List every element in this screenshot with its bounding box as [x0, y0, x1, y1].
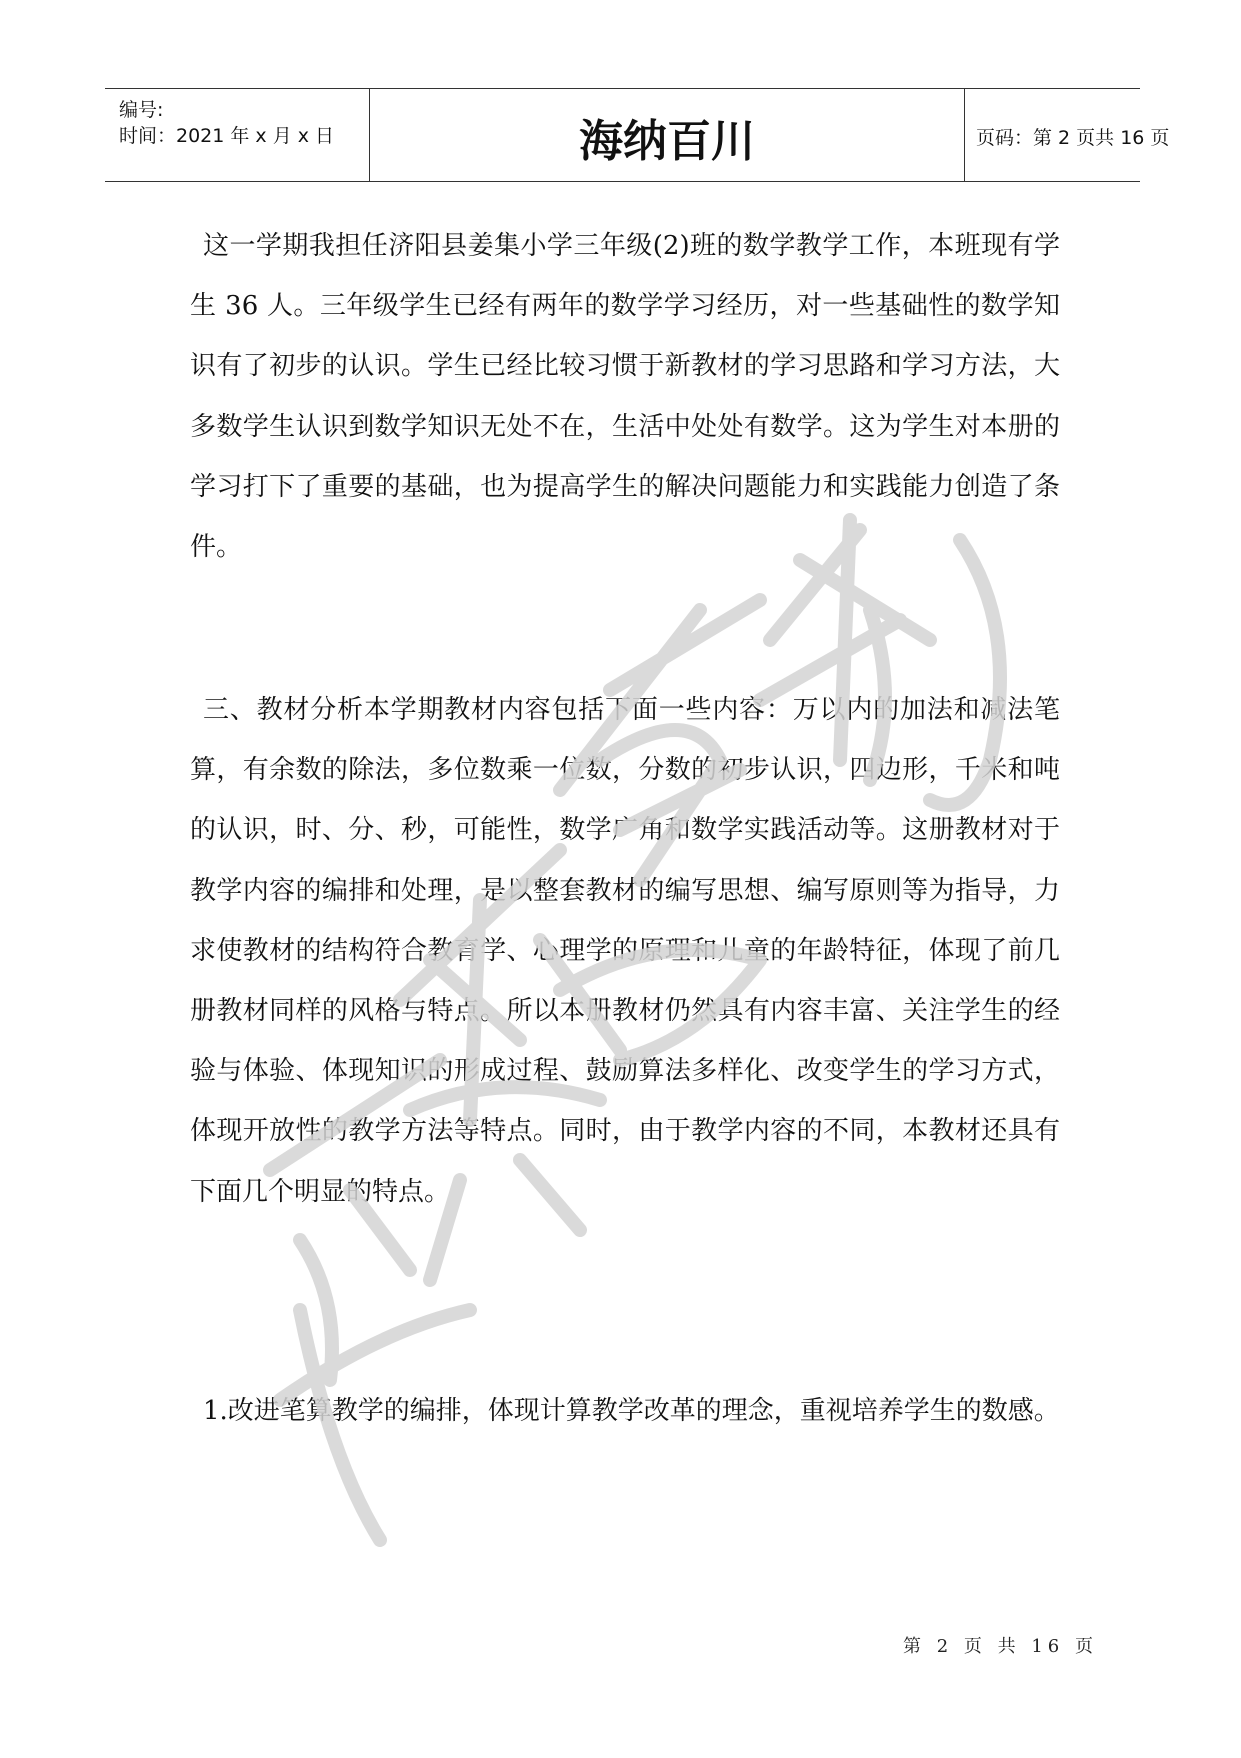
- page-footer: 第 2 页 共 16 页: [903, 1636, 1098, 1657]
- paragraph-textbook-analysis: 三、教材分析本学期教材内容包括下面一些内容：万以内的加法和减法笔算，有余数的除法，多位数乘一位数，分数的初步认识，四边形，千米和吨的认识，时、分、秒，可能性，数学广角和数学实践活动等。这册教材对于教学内容的编排和处理，是以整套教材的编写思想、编写原则等为指导，力求使教材的结构符合教育学、心理学的原理和儿童的年龄特征，体现了前几册教材同样的风格与特点。所以本册教材仍然具有内容丰富、关注学生的经验与体验、体现知识的形成过程、鼓励算法多样化、改变学生的学习方式，体现开放性的教学方法等特点。同时，由于教学内容的不同，本教材还具有下面几个明显的特点。: [190, 695, 1060, 1207]
- brand-title: 海纳百川: [579, 116, 755, 167]
- paragraph-class-overview: 这一学期我担任济阳县姜集小学三年级(2)班的数学教学工作，本班现有学生 36 人。三年级学生已经有两年的数学学习经历，对一些基础性的数学知识有了初步的认识。学生已经比较习惯于新教材的学习思路和学习方法，大多数学生认识到数学知识无处不在，生活中处处有数学。这为学生对本册的学习打下了重要的基础，也为提高学生的解决问题能力和实践能力创造了条件。: [190, 231, 1060, 563]
- paragraph-point-1: 1.改进笔算教学的编排，体现计算教学改革的理念，重视培养学生的数感。: [203, 1396, 1060, 1426]
- header-meta-cell: [105, 89, 370, 181]
- time-label: 时间：2021 年 x 月 x 日: [119, 125, 335, 147]
- header-page-number: 页码：第 2 页共 16 页: [976, 127, 1170, 149]
- page-header: [105, 88, 1170, 182]
- serial-label: 编号:: [119, 99, 164, 121]
- header-page-cell: [966, 89, 1170, 181]
- header-brand-cell: [370, 89, 965, 181]
